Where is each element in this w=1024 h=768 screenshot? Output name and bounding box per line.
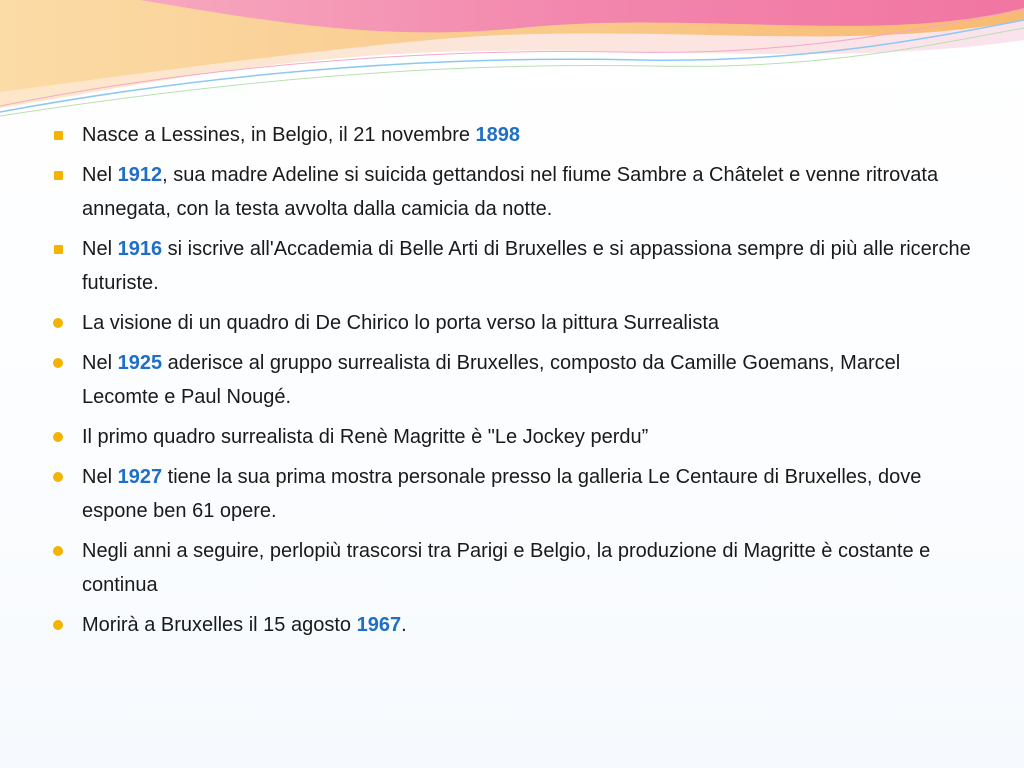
bullet-text: Nasce a Lessines, in Belgio, il 21 novembre	[82, 124, 476, 146]
square-bullet-icon	[54, 245, 63, 254]
header-wave-decoration	[0, 0, 1024, 130]
circle-bullet-icon	[53, 546, 63, 556]
bullet-item-1	[50, 118, 980, 152]
year-highlight: 1967	[356, 614, 402, 636]
square-bullet-icon	[54, 171, 63, 180]
circle-bullet-icon	[53, 318, 63, 328]
bullet-text: Il primo quadro surrealista di Renè Magritte è "Le Jockey perdu”	[82, 426, 649, 448]
bullet-item-2	[50, 158, 980, 226]
bullet-item-8	[50, 534, 980, 602]
bullet-list	[50, 118, 980, 648]
bullet-text-tail: si iscrive all'Accademia di Belle Arti di Bruxelles e si appassiona sempre di più alle ricerche futuriste.	[82, 238, 971, 294]
bullet-text: Negli anni a seguire, perlopiù trascorsi tra Parigi e Belgio, la produzione di Magritte è costante e continua	[82, 540, 931, 596]
bullet-item-3	[50, 232, 980, 300]
circle-bullet-icon	[53, 358, 63, 368]
bullet-item-9	[50, 608, 980, 642]
bullet-text-tail: aderisce al gruppo surrealista di Bruxelles, composto da Camille Goemans, Marcel Lecomte e Paul Nougé.	[82, 352, 901, 408]
bullet-text: Nel	[82, 466, 118, 488]
bullet-item-7	[50, 460, 980, 528]
circle-bullet-icon	[53, 432, 63, 442]
circle-bullet-icon	[53, 620, 63, 630]
bullet-item-5	[50, 346, 980, 414]
bullet-text-tail: , sua madre Adeline si suicida gettandosi nel fiume Sambre a Châtelet e venne ritrovata annegata, con la testa avvolta dalla camicia da notte.	[82, 164, 939, 220]
bullet-text: Morirà a Bruxelles il 15 agosto	[82, 614, 357, 636]
year-highlight: 1898	[475, 124, 521, 146]
year-highlight: 1927	[117, 466, 163, 488]
circle-bullet-icon	[53, 472, 63, 482]
bullet-item-6	[50, 420, 980, 454]
bullet-text: Nel	[82, 238, 118, 260]
year-highlight: 1916	[117, 238, 163, 260]
bullet-text: La visione di un quadro di De Chirico lo porta verso la pittura Surrealista	[82, 312, 720, 334]
square-bullet-icon	[54, 131, 63, 140]
year-highlight: 1912	[117, 164, 163, 186]
bullet-text: Nel	[82, 352, 118, 374]
bullet-text-tail: .	[401, 614, 407, 636]
bullet-text-tail: tiene la sua prima mostra personale presso la galleria Le Centaure di Bruxelles, dove espone ben 61 opere.	[82, 466, 922, 522]
bullet-text: Nel	[82, 164, 118, 186]
year-highlight: 1925	[117, 352, 163, 374]
bullet-item-4	[50, 306, 980, 340]
